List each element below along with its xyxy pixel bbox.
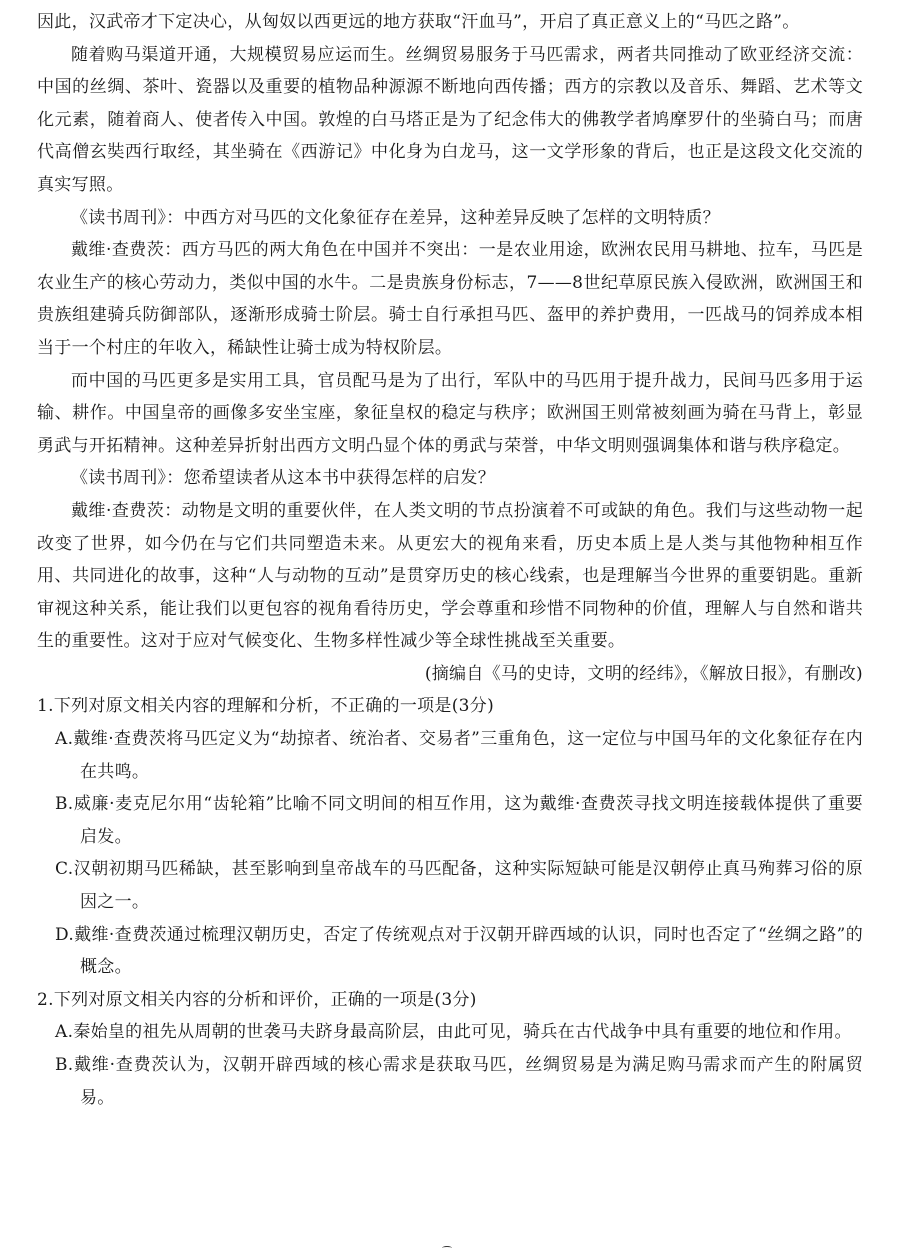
paragraph: 而中国的马匹更多是实用工具，官员配马是为了出行，军队中的马匹用于提升战力，民间马匹多用于运输、耕作。中国皇帝的画像多安坐宝座，象征皇权的稳定与秩序；欧洲国王则常被刻画为骑在马背上，彰显勇武与开拓精神。这种差异折射出西方文明凸显个体的勇武与荣誉，中华文明则强调集体和谐与秩序稳定。: [37, 370, 863, 456]
paragraph: 随着购马渠道开通，大规模贸易应运而生。丝绸贸易服务于马匹需求，两者共同推动了欧亚经济交流：中国的丝绸、茶叶、瓷器以及重要的植物品种源源不断地向西传播；西方的宗教以及音乐、舞蹈、艺术等文化元素，随着商人、使者传入中国。敦煌的白马塔正是为了纪念伟大的佛教学者鸠摩罗什的坐骑白马；而唐代高僧玄奘西行取经，其坐骑在《西游记》中化身为白龙马，这一文学形象的背后，也正是这段文化交流的真实写照。: [37, 44, 863, 195]
option-a: A.戴维·查费茨将马匹定义为“劫掠者、统治者、交易者”三重角色，这一定位与中国马年的文化象征存在内在共鸣。: [55, 729, 863, 782]
article-body: [37, 6, 863, 690]
paragraph: 《读书周刊》：您希望读者从这本书中获得怎样的启发？: [71, 468, 495, 489]
document-page: [37, 6, 863, 1114]
option-b: B.戴维·查费茨认为，汉朝开辟西域的核心需求是获取马匹，丝绸贸易是为满足购马需求而产生的附属贸易。: [55, 1055, 863, 1108]
question-stem: 1.下列对原文相关内容的理解和分析，不正确的一项是(3分): [37, 696, 494, 717]
option-b: B.威廉·麦克尼尔用“齿轮箱”比喻不同文明间的相互作用，这为戴维·查费茨寻找文明连接载体提供了重要启发。: [55, 794, 863, 847]
paragraph: 《读书周刊》：中西方对马匹的文化象征存在差异，这种差异反映了怎样的文明特质？: [71, 207, 720, 228]
option-a: A.秦始皇的祖先从周朝的世袭马夫跻身最高阶层，由此可见，骑兵在古代战争中具有重要的地位和作用。: [55, 1022, 852, 1043]
question-stem: 2.下列对原文相关内容的分析和评价，正确的一项是(3分): [37, 989, 477, 1010]
paragraph: 戴维·查费茨：西方马匹的两大角色在中国并不突出：一是农业用途，欧洲农民用马耕地、拉车，马匹是农业生产的核心劳动力，类似中国的水牛。二是贵族身份标志，7——8世纪草原民族入侵欧洲，欧洲国王和贵族组建骑兵防御部队，逐渐形成骑士阶层。骑士自行承担马匹、盔甲的养护费用，一匹战马的饲养成本相当于一个村庄的年收入，稀缺性让骑士成为特权阶层。: [37, 240, 863, 358]
question-2: [37, 984, 863, 1114]
page-number-mark: [442, 1246, 452, 1250]
paragraph: 戴维·查费茨：动物是文明的重要伙伴，在人类文明的节点扮演着不可或缺的角色。我们与这些动物一起改变了世界，如今仍在与它们共同塑造未来。从更宏大的视角来看，历史本质上是人类与其他物种相互作用、共同进化的故事，这种“人与动物的互动”是贯穿历史的核心线索，也是理解当今世界的重要钥匙。重新审视这种关系，能让我们以更包容的视角看待历史，学会尊重和珍惜不同物种的价值，理解人与自然和谐共生的重要性。这对于应对气候变化、生物多样性减少等全球性挑战至关重要。: [37, 500, 863, 652]
option-d: D.戴维·查费茨通过梳理汉朝历史，否定了传统观点对于汉朝开辟西域的认识，同时也否定了“丝绸之路”的概念。: [55, 924, 863, 978]
paragraph: 因此，汉武帝才下定决心，从匈奴以西更远的地方获取“汗血马”，开启了真正意义上的“马匹之路”。: [37, 12, 800, 32]
option-c: C.汉朝初期马匹稀缺，甚至影响到皇帝战车的马匹配备，这种实际短缺可能是汉朝停止真马殉葬习俗的原因之一。: [55, 859, 863, 913]
question-1: [37, 690, 863, 983]
source-citation: (摘编自《马的史诗，文明的经纬》，《解放日报》，有删改): [424, 663, 863, 684]
